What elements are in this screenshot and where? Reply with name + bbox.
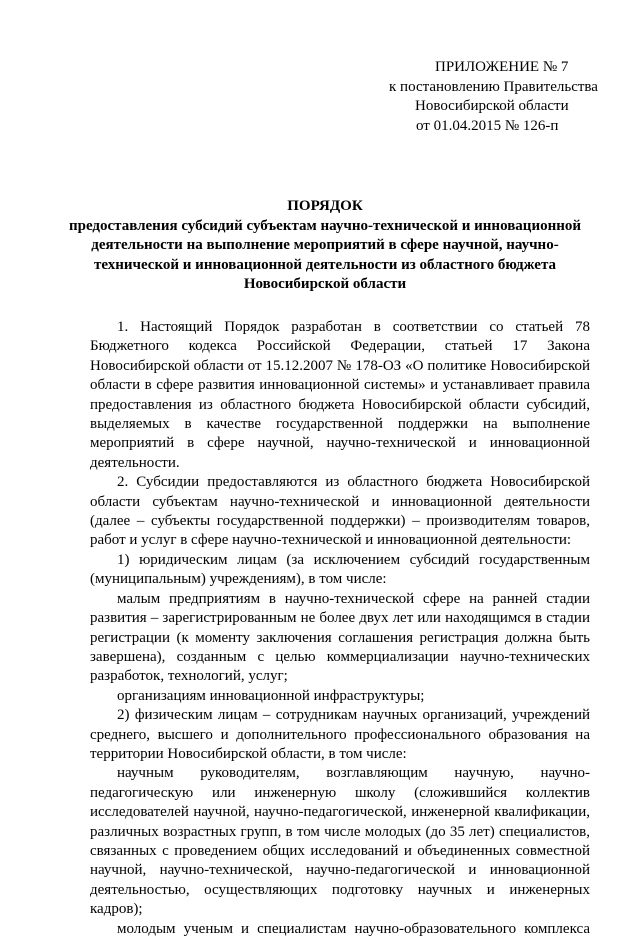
paragraph: 1. Настоящий Порядок разработан в соответствии со статьей 78 Бюджетного кодекса Российской Федерации, статьей 17 Закона Новосибирской области от 15.12.2007 № 178-ОЗ «О политике Новосибирской области в сфере развития инновационной системы» и устанавливает правила предоставления из областного бюджета Новосибирской области субсидий, выделяемых в качестве государственной поддержки на выполнение мероприятий в сфере научной, научно-технической и инновационной деятельности.: [90, 319, 590, 471]
appendix-region-line: Новосибирской области: [415, 98, 569, 114]
paragraph: 2. Субсидии предоставляются из областного бюджета Новосибирской области субъектам научно-технической и инновационной деятельности (далее – субъекты государственной поддержки) – производителям товаров, работ и услуг в сфере научно-технической и инновационной деятельности:: [90, 474, 590, 549]
appendix-reference-line: к постановлению Правительства: [389, 78, 598, 95]
document-title-line: деятельности на выполнение мероприятий в сфере научной, научно-: [91, 237, 559, 253]
paragraph: малым предприятиям в научно-технической сфере на ранней стадии развития – зарегистрированным не более двух лет или находящимся в стадии регистрации (к моменту заключения соглашения регистрация должна быть завершена), созданным с целью коммерциализации научно-технических разработок, технологий, услуг;: [90, 590, 590, 685]
document-title-line: предоставления субсидий субъектам научно-технической и инновационной: [68, 217, 582, 234]
paragraph: 1) юридическим лицам (за исключением субсидий государственным (муниципальным) учреждениям), в том числе:: [90, 551, 590, 588]
appendix-date-line: от 01.04.2015 № 126-п: [416, 117, 559, 134]
paragraph: 2) физическим лицам – сотрудникам научных организаций, учреждений среднего, высшего и дополнительного профессионального образования на территории Новосибирской области, в том числе:: [90, 707, 590, 762]
appendix-header: [380, 58, 620, 136]
paragraph: молодым ученым и специалистам научно-образовательного комплекса: [117, 920, 590, 937]
document-title-line: технической и инновационной деятельности из областного бюджета: [93, 256, 556, 273]
appendix-number: ПРИЛОЖЕНИЕ № 7: [435, 59, 569, 75]
document-title: [60, 197, 590, 295]
document-title-main: ПОРЯДОК: [287, 198, 363, 214]
document-body: [90, 318, 590, 939]
document-title-line: Новосибирской области: [243, 276, 407, 292]
paragraph: научным руководителям, возглавляющим научную, научно-педагогическую или инженерную школу (сложившийся коллектив исследователей научной, научно-педагогической, инженерной квалификации, различных возрастных групп, в том числе молодых (до 35 лет) специалистов, связанных с проведением общих исследований и объединенных совместной научной, научно-технической, научно-педагогической и инновационной деятельностью, осуществляющих подготовку научных и инженерных кадров);: [90, 765, 590, 918]
paragraph: организациям инновационной инфраструктуры;: [117, 687, 425, 704]
